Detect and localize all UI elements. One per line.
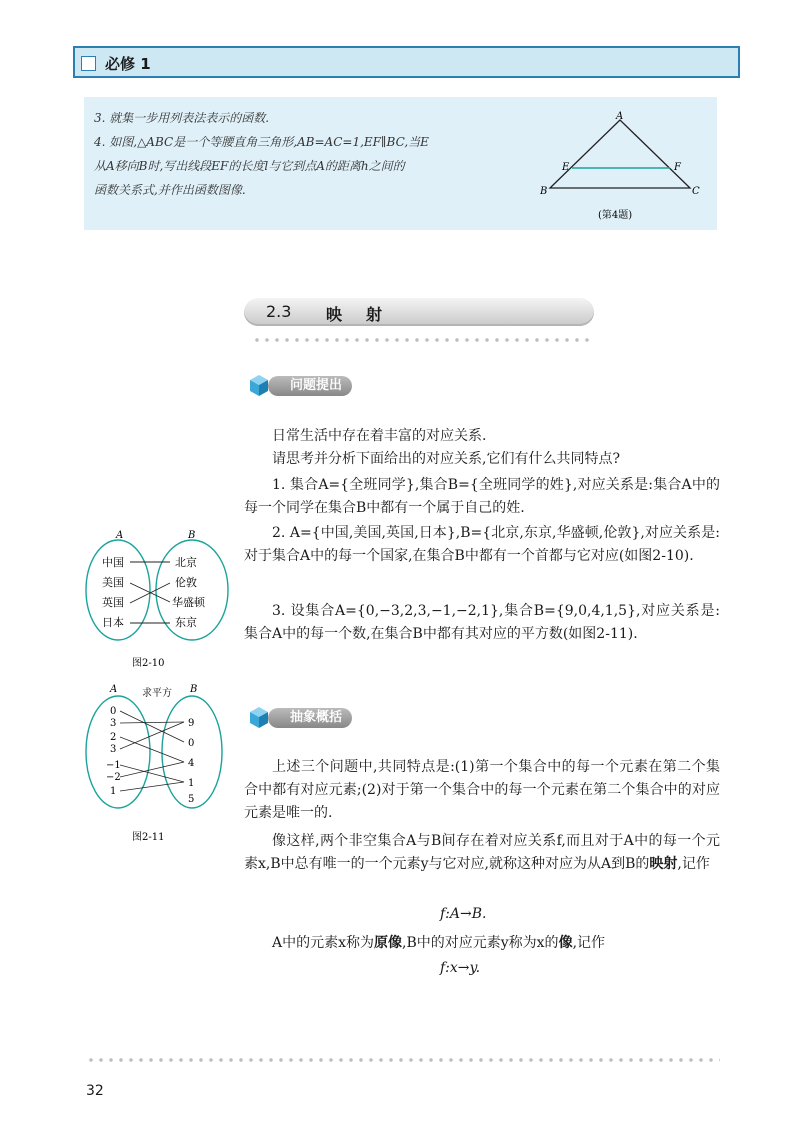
a-elem-4: 3 bbox=[110, 744, 117, 755]
a-elem-5: −1 bbox=[106, 760, 121, 771]
square-label: 求平方 bbox=[142, 688, 172, 699]
label-f: F bbox=[674, 162, 681, 173]
footer-dotted-divider bbox=[86, 1058, 720, 1062]
paragraph-5: 3. 设集合A={0,−3,2,3,−1,−2,1},集合B={9,0,4,1,5},对应关系是:集合A中的每一个数,在集合B中都有其对应的平方数(如图2-11). bbox=[244, 603, 720, 642]
paragraph-6: 上述三个问题中,共同特点是:(1)第一个集合中的每一个元素在第二个集合中都有对应元素;(2)对于第一个集合中的每一个元素在第二个集合中的对应元素是唯一的. bbox=[244, 759, 720, 821]
set-a-label: A bbox=[110, 684, 118, 695]
formula-2: f:x→y. bbox=[440, 960, 481, 976]
set-b-label: B bbox=[188, 530, 196, 541]
mapping-term: 映射 bbox=[649, 856, 678, 872]
label-c: C bbox=[692, 186, 700, 197]
formula-1: f:A→B. bbox=[440, 906, 487, 922]
paragraph-4: 2. A={中国,美国,英国,日本},B={北京,东京,华盛顿,伦敦},对应关系是:对于集合A中的每一个国家,在集合B中都有一个首都与它对应(如图2-10). bbox=[244, 525, 720, 564]
country-1: 中国 bbox=[102, 556, 124, 569]
b-elem-2: 0 bbox=[188, 738, 195, 749]
chapter-header bbox=[73, 46, 740, 78]
capital-1: 北京 bbox=[175, 556, 197, 569]
paragraph-1: 日常生活中存在着丰富的对应关系. bbox=[272, 428, 487, 444]
country-2: 美国 bbox=[102, 576, 124, 589]
label-e: E bbox=[562, 162, 570, 173]
capital-4: 东京 bbox=[175, 616, 197, 629]
b-elem-4: 1 bbox=[188, 778, 195, 789]
badge-label: 抽象概括 bbox=[268, 708, 352, 728]
chapter-label: 必修 1 bbox=[105, 55, 151, 73]
b-elem-1: 9 bbox=[188, 718, 195, 729]
image-text: ,B中的对应元素y称为x的 bbox=[402, 935, 559, 951]
page-number: 32 bbox=[86, 1083, 104, 1099]
label-a: A bbox=[616, 111, 624, 122]
exercise-4-line3: 函数关系式,并作出函数图像. bbox=[94, 183, 246, 197]
badge-label: 问题提出 bbox=[268, 376, 352, 396]
paragraph-7 bbox=[244, 830, 720, 876]
country-4: 日本 bbox=[102, 616, 124, 629]
paragraph-3: 1. 集合A={全班同学},集合B={全班同学的姓},对应关系是:集合A中的每一个同学在集合B中都有一个属于自己的姓. bbox=[244, 477, 720, 516]
a-elem-6: −2 bbox=[106, 772, 121, 783]
exercise-4-line2: 从A移向B时,写出线段EF的长度l与它到点A的距离h之间的 bbox=[94, 159, 405, 173]
country-3: 英国 bbox=[102, 596, 124, 609]
preimage-term: 原像 bbox=[374, 935, 403, 951]
exercise-3: 3. 就集一步用列表法表示的函数. bbox=[94, 111, 270, 125]
figure-2-10-caption: 图2-10 bbox=[132, 658, 165, 668]
set-b-label: B bbox=[190, 684, 198, 695]
image-term: 像 bbox=[558, 935, 573, 951]
a-elem-3: 2 bbox=[110, 732, 117, 743]
figure-2-11 bbox=[80, 682, 230, 842]
figure-2-10 bbox=[80, 528, 230, 668]
mapping-tail: ,记作 bbox=[677, 856, 710, 872]
label-b: B bbox=[540, 186, 548, 197]
figure-2-11-caption: 图2-11 bbox=[132, 832, 165, 842]
a-elem-2: 3 bbox=[110, 718, 117, 729]
paragraph-8 bbox=[244, 932, 720, 955]
image-tail: ,记作 bbox=[572, 935, 606, 951]
capital-3: 华盛顿 bbox=[172, 596, 205, 609]
a-elem-1: 0 bbox=[110, 706, 117, 717]
section-title-bar bbox=[244, 298, 594, 326]
section-title: 映射 bbox=[326, 305, 407, 324]
exercise-4-line1: 4. 如图,△ABC是一个等腰直角三角形,AB=AC=1,EF∥BC,当E bbox=[94, 135, 429, 149]
b-elem-3: 4 bbox=[188, 758, 195, 769]
triangle-figure bbox=[540, 108, 710, 228]
section-number: 2.3 bbox=[266, 302, 292, 321]
mapping-text: 像这样,两个非空集合A与B间存在着对应关系f,而且对于A中的每一个元素x,B中总有唯一的一个元素y与它对应,就称这种对应为从A到B的 bbox=[244, 833, 720, 872]
capital-2: 伦敦 bbox=[175, 576, 197, 589]
figure-caption: (第4题) bbox=[598, 210, 633, 221]
header-square-icon bbox=[81, 56, 96, 71]
preimage-text: A中的元素x称为 bbox=[272, 935, 375, 951]
dotted-divider bbox=[252, 338, 592, 342]
paragraph-2: 请思考并分析下面给出的对应关系,它们有什么共同特点? bbox=[272, 451, 620, 467]
set-a-label: A bbox=[116, 530, 124, 541]
b-elem-5: 5 bbox=[188, 794, 195, 805]
a-elem-7: 1 bbox=[110, 786, 117, 797]
